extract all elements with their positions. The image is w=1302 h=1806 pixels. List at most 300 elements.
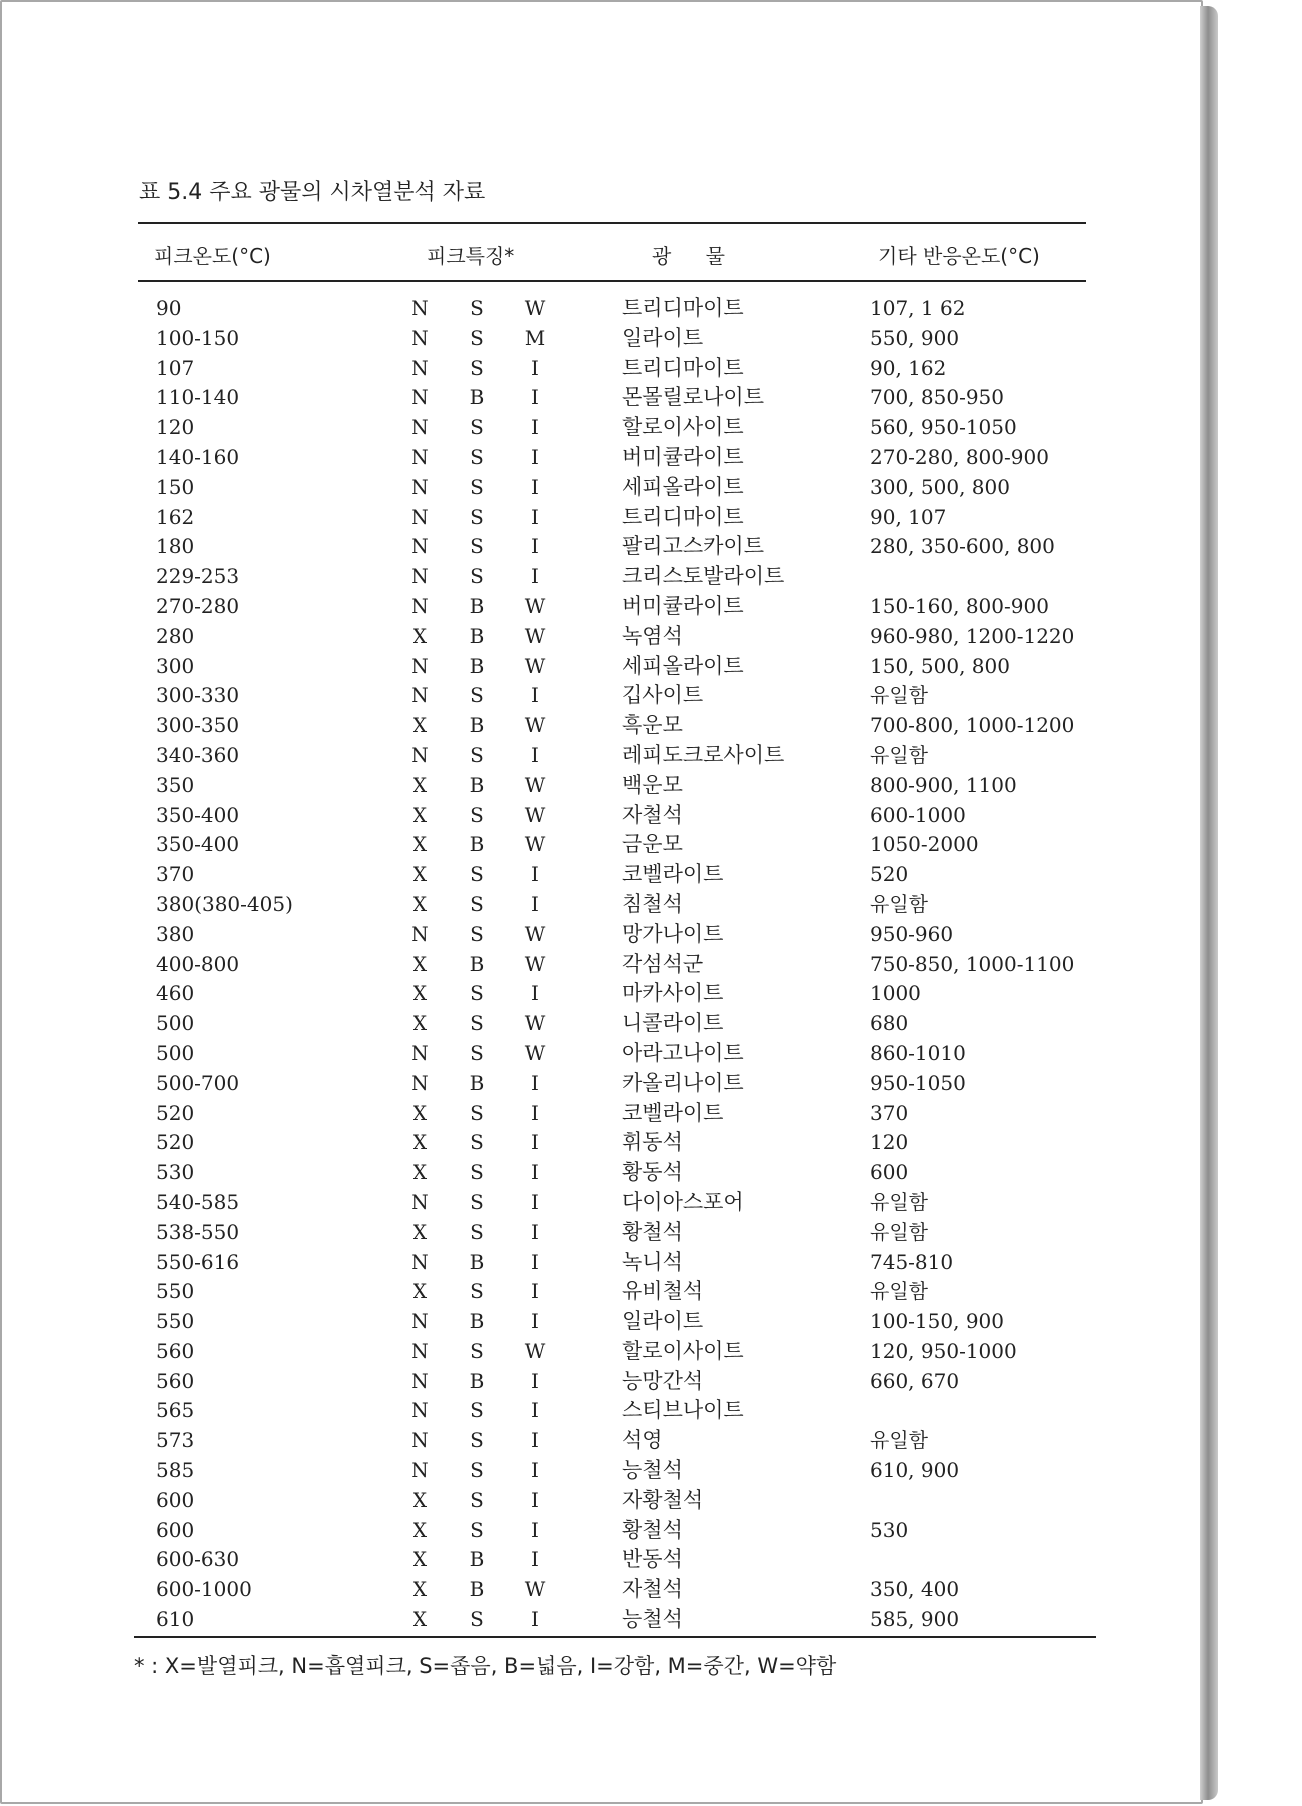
peak-type-cell: X: [412, 713, 428, 738]
mineral-cell: 황동석: [622, 1160, 683, 1185]
other-temps-cell: 1000: [870, 981, 921, 1006]
peak-intensity-cell: W: [524, 921, 546, 946]
peak-type-cell: X: [412, 1577, 428, 1602]
peak-type-cell: X: [412, 951, 428, 976]
table-row: [2, 383, 1202, 413]
peak-type-cell: X: [412, 832, 428, 857]
table-bottom-rule: [134, 1636, 1096, 1638]
table-row: [2, 1575, 1202, 1605]
peak-intensity-cell: W: [524, 832, 546, 857]
peak-type-cell: N: [411, 1398, 429, 1423]
header-mineral: 광 물: [652, 244, 739, 268]
peak-width-cell: S: [470, 296, 484, 320]
peak-intensity-cell: W: [524, 713, 546, 738]
other-temps-cell: 610, 900: [870, 1458, 960, 1483]
peak-temp-cell: 610: [156, 1607, 195, 1632]
peak-type-cell: N: [411, 593, 429, 618]
table-footnote: * : X=발열피크, N=흡열피크, S=좁음, B=넓음, I=강함, M=중간, W=약함: [134, 1654, 837, 1678]
mineral-cell: 트리디마이트: [622, 296, 744, 320]
peak-type-cell: N: [411, 415, 429, 440]
mineral-cell: 마카사이트: [622, 981, 724, 1006]
other-temps-cell: 600-1000: [870, 802, 966, 827]
mineral-cell: 트리디마이트: [622, 504, 744, 529]
peak-width-cell: B: [469, 653, 485, 678]
peak-intensity-cell: I: [531, 444, 539, 469]
table-row: [2, 473, 1202, 503]
other-temps-cell: 유일함: [870, 1279, 928, 1304]
peak-width-cell: S: [470, 1487, 484, 1512]
peak-type-cell: X: [412, 1487, 428, 1512]
peak-type-cell: X: [412, 981, 428, 1006]
mineral-cell: 녹염석: [622, 623, 683, 648]
peak-type-cell: N: [411, 355, 429, 380]
table-row: [2, 1099, 1202, 1129]
other-temps-cell: 150-160, 800-900: [870, 593, 1049, 618]
peak-temp-cell: 460: [156, 981, 195, 1006]
peak-temp-cell: 550: [156, 1279, 195, 1304]
peak-width-cell: B: [469, 1368, 485, 1393]
peak-type-cell: X: [412, 623, 428, 648]
peak-width-cell: S: [470, 1338, 484, 1363]
peak-temp-cell: 350-400: [156, 832, 240, 857]
table-row: [2, 1396, 1202, 1426]
peak-type-cell: X: [412, 1011, 428, 1036]
peak-intensity-cell: I: [531, 564, 539, 589]
peak-width-cell: S: [470, 534, 484, 559]
other-temps-cell: 700-800, 1000-1200: [870, 713, 1075, 738]
peak-temp-cell: 300-330: [156, 683, 240, 708]
mineral-cell: 카올리나이트: [622, 1070, 744, 1095]
table-row: [2, 1605, 1202, 1635]
peak-type-cell: X: [412, 1607, 428, 1632]
peak-intensity-cell: I: [531, 1368, 539, 1393]
mineral-cell: 팔리고스카이트: [622, 534, 765, 559]
other-temps-cell: 800-900, 1100: [870, 772, 1017, 797]
peak-width-cell: S: [470, 1458, 484, 1483]
header-other-temps: 기타 반응온도(°C): [878, 244, 1040, 268]
peak-intensity-cell: I: [531, 742, 539, 767]
table-row: [2, 294, 1202, 324]
table-row: [2, 1426, 1202, 1456]
peak-intensity-cell: W: [524, 1040, 546, 1065]
mineral-cell: 레피도크로사이트: [622, 742, 785, 767]
other-temps-cell: 120, 950-1000: [870, 1338, 1017, 1363]
other-temps-cell: 유일함: [870, 1219, 928, 1244]
peak-type-cell: X: [412, 772, 428, 797]
table-caption: 표 5.4 주요 광물의 시차열분석 자료: [139, 180, 486, 205]
peak-type-cell: N: [411, 1189, 429, 1214]
peak-width-cell: S: [470, 1279, 484, 1304]
peak-width-cell: S: [470, 1160, 484, 1185]
table-row: [2, 1367, 1202, 1397]
peak-temp-cell: 600-630: [156, 1547, 240, 1572]
peak-temp-cell: 90: [156, 296, 182, 320]
mineral-cell: 자철석: [622, 802, 683, 827]
peak-temp-cell: 520: [156, 1100, 195, 1125]
table-row: [2, 652, 1202, 682]
table-row: [2, 771, 1202, 801]
other-temps-cell: 유일함: [870, 683, 928, 708]
peak-width-cell: S: [470, 921, 484, 946]
peak-type-cell: N: [411, 385, 429, 410]
peak-temp-cell: 380(380-405): [156, 891, 293, 916]
peak-width-cell: S: [470, 504, 484, 529]
mineral-cell: 할로이사이트: [622, 415, 744, 440]
peak-intensity-cell: I: [531, 355, 539, 380]
peak-intensity-cell: W: [524, 1338, 546, 1363]
table-row: [2, 1218, 1202, 1248]
peak-intensity-cell: I: [531, 981, 539, 1006]
peak-intensity-cell: W: [524, 1011, 546, 1036]
peak-type-cell: N: [411, 564, 429, 589]
table-row: [2, 562, 1202, 592]
mineral-cell: 능망간석: [622, 1368, 704, 1393]
table-row: [2, 681, 1202, 711]
mineral-cell: 휘동석: [622, 1130, 683, 1155]
peak-width-cell: B: [469, 1070, 485, 1095]
peak-width-cell: S: [470, 1517, 484, 1542]
peak-intensity-cell: I: [531, 1070, 539, 1095]
peak-temp-cell: 120: [156, 415, 195, 440]
other-temps-cell: 745-810: [870, 1249, 954, 1274]
table-row: [2, 622, 1202, 652]
mineral-cell: 크리스토발라이트: [622, 564, 785, 589]
peak-temp-cell: 540-585: [156, 1189, 240, 1214]
peak-intensity-cell: I: [531, 1487, 539, 1512]
peak-width-cell: B: [469, 1309, 485, 1334]
peak-type-cell: X: [412, 1517, 428, 1542]
peak-width-cell: S: [470, 683, 484, 708]
mineral-cell: 침철석: [622, 891, 683, 916]
table-row: [2, 592, 1202, 622]
peak-width-cell: S: [470, 1219, 484, 1244]
mineral-cell: 버미큘라이트: [622, 444, 744, 469]
table-row: [2, 503, 1202, 533]
mineral-cell: 깁사이트: [622, 683, 704, 708]
header-peak-feature: 피크특징*: [427, 244, 515, 268]
table-row: [2, 1277, 1202, 1307]
peak-intensity-cell: I: [531, 1100, 539, 1125]
peak-temp-cell: 340-360: [156, 742, 240, 767]
peak-type-cell: N: [411, 1249, 429, 1274]
table-body: [2, 294, 1202, 1635]
peak-width-cell: S: [470, 564, 484, 589]
mineral-cell: 스티브나이트: [622, 1398, 744, 1423]
peak-width-cell: S: [470, 981, 484, 1006]
peak-intensity-cell: I: [531, 504, 539, 529]
mineral-cell: 황철석: [622, 1219, 683, 1244]
peak-temp-cell: 585: [156, 1458, 195, 1483]
mineral-cell: 버미큘라이트: [622, 593, 744, 618]
peak-intensity-cell: I: [531, 1219, 539, 1244]
mineral-cell: 망가나이트: [622, 921, 724, 946]
peak-temp-cell: 350-400: [156, 802, 240, 827]
peak-intensity-cell: I: [531, 534, 539, 559]
peak-width-cell: B: [469, 385, 485, 410]
peak-type-cell: X: [412, 802, 428, 827]
peak-type-cell: N: [411, 921, 429, 946]
table-row: [2, 1486, 1202, 1516]
peak-temp-cell: 550-616: [156, 1249, 240, 1274]
mineral-cell: 일라이트: [622, 325, 704, 350]
peak-type-cell: N: [411, 325, 429, 350]
other-temps-cell: 660, 670: [870, 1368, 960, 1393]
table-row: [2, 1456, 1202, 1486]
mineral-cell: 금운모: [622, 832, 683, 857]
other-temps-cell: 350, 400: [870, 1577, 960, 1602]
peak-width-cell: B: [469, 1547, 485, 1572]
peak-width-cell: S: [470, 1428, 484, 1453]
mineral-cell: 자황철석: [622, 1487, 704, 1512]
other-temps-cell: 960-980, 1200-1220: [870, 623, 1075, 648]
peak-type-cell: X: [412, 1130, 428, 1155]
table-row: [2, 413, 1202, 443]
mineral-cell: 할로이사이트: [622, 1338, 744, 1363]
peak-intensity-cell: W: [524, 772, 546, 797]
peak-intensity-cell: I: [531, 1458, 539, 1483]
peak-type-cell: X: [412, 1160, 428, 1185]
other-temps-cell: 950-1050: [870, 1070, 966, 1095]
mineral-cell: 세피올라이트: [622, 653, 744, 678]
mineral-cell: 다이아스포어: [622, 1189, 744, 1214]
mineral-cell: 황철석: [622, 1517, 683, 1542]
peak-type-cell: N: [411, 1309, 429, 1334]
other-temps-cell: 600: [870, 1160, 909, 1185]
other-temps-cell: 860-1010: [870, 1040, 966, 1065]
peak-temp-cell: 500: [156, 1011, 195, 1036]
peak-width-cell: S: [470, 1189, 484, 1214]
peak-width-cell: B: [469, 623, 485, 648]
peak-type-cell: N: [411, 534, 429, 559]
peak-temp-cell: 560: [156, 1338, 195, 1363]
mineral-cell: 백운모: [622, 772, 683, 797]
other-temps-cell: 520: [870, 862, 909, 887]
other-temps-cell: 550, 900: [870, 325, 960, 350]
peak-temp-cell: 100-150: [156, 325, 240, 350]
mineral-cell: 각섬석군: [622, 951, 704, 976]
other-temps-cell: 680: [870, 1011, 909, 1036]
other-temps-cell: 1050-2000: [870, 832, 979, 857]
other-temps-cell: 120: [870, 1130, 909, 1155]
peak-intensity-cell: W: [524, 951, 546, 976]
peak-type-cell: X: [412, 1100, 428, 1125]
peak-temp-cell: 162: [156, 504, 195, 529]
table-row: [2, 532, 1202, 562]
table-row: [2, 1069, 1202, 1099]
other-temps-cell: 유일함: [870, 1428, 928, 1453]
peak-width-cell: S: [470, 1040, 484, 1065]
peak-temp-cell: 573: [156, 1428, 195, 1453]
peak-intensity-cell: I: [531, 1279, 539, 1304]
mineral-cell: 세피올라이트: [622, 474, 744, 499]
peak-type-cell: X: [412, 862, 428, 887]
peak-width-cell: S: [470, 1130, 484, 1155]
peak-type-cell: N: [411, 444, 429, 469]
peak-temp-cell: 560: [156, 1368, 195, 1393]
peak-temp-cell: 520: [156, 1130, 195, 1155]
peak-type-cell: N: [411, 474, 429, 499]
other-temps-cell: 950-960: [870, 921, 954, 946]
mineral-cell: 자철석: [622, 1577, 683, 1602]
peak-temp-cell: 270-280: [156, 593, 240, 618]
table-row: [2, 1128, 1202, 1158]
peak-width-cell: S: [470, 474, 484, 499]
table-row: [2, 711, 1202, 741]
peak-width-cell: S: [470, 1011, 484, 1036]
peak-temp-cell: 300: [156, 653, 195, 678]
peak-temp-cell: 350: [156, 772, 195, 797]
other-temps-cell: 750-850, 1000-1100: [870, 951, 1075, 976]
peak-width-cell: S: [470, 891, 484, 916]
mineral-cell: 아라고나이트: [622, 1040, 744, 1065]
other-temps-cell: 585, 900: [870, 1607, 960, 1632]
peak-type-cell: X: [412, 1279, 428, 1304]
peak-type-cell: N: [411, 1428, 429, 1453]
peak-intensity-cell: I: [531, 1547, 539, 1572]
peak-width-cell: S: [470, 742, 484, 767]
other-temps-cell: 유일함: [870, 1189, 928, 1214]
peak-intensity-cell: I: [531, 1249, 539, 1274]
peak-temp-cell: 280: [156, 623, 195, 648]
peak-type-cell: X: [412, 1547, 428, 1572]
peak-intensity-cell: I: [531, 1428, 539, 1453]
table-row: [2, 950, 1202, 980]
mineral-cell: 코벨라이트: [622, 1100, 724, 1125]
mineral-cell: 일라이트: [622, 1309, 704, 1334]
mineral-cell: 니콜라이트: [622, 1011, 724, 1036]
other-temps-cell: 530: [870, 1517, 909, 1542]
mineral-cell: 석영: [622, 1428, 663, 1453]
peak-intensity-cell: W: [524, 623, 546, 648]
other-temps-cell: 90, 162: [870, 355, 947, 380]
peak-temp-cell: 538-550: [156, 1219, 240, 1244]
peak-temp-cell: 107: [156, 355, 195, 380]
peak-intensity-cell: W: [524, 593, 546, 618]
table-top-rule: [138, 222, 1086, 224]
peak-intensity-cell: I: [531, 474, 539, 499]
peak-width-cell: S: [470, 802, 484, 827]
mineral-cell: 흑운모: [622, 713, 683, 738]
peak-temp-cell: 370: [156, 862, 195, 887]
peak-intensity-cell: M: [524, 325, 546, 350]
peak-type-cell: N: [411, 504, 429, 529]
table-row: [2, 1248, 1202, 1278]
peak-width-cell: S: [470, 415, 484, 440]
table-row: [2, 920, 1202, 950]
peak-intensity-cell: I: [531, 415, 539, 440]
other-temps-cell: 유일함: [870, 891, 928, 916]
table-row: [2, 801, 1202, 831]
peak-temp-cell: 150: [156, 474, 195, 499]
peak-intensity-cell: W: [524, 802, 546, 827]
peak-temp-cell: 380: [156, 921, 195, 946]
peak-intensity-cell: I: [531, 1607, 539, 1632]
peak-intensity-cell: W: [524, 1577, 546, 1602]
peak-intensity-cell: I: [531, 1189, 539, 1214]
peak-width-cell: B: [469, 1577, 485, 1602]
other-temps-cell: 150, 500, 800: [870, 653, 1010, 678]
mineral-cell: 능철석: [622, 1458, 683, 1483]
peak-type-cell: N: [411, 296, 429, 320]
peak-width-cell: S: [470, 1398, 484, 1423]
peak-temp-cell: 550: [156, 1309, 195, 1334]
table-row: [2, 354, 1202, 384]
table-row: [2, 1188, 1202, 1218]
peak-intensity-cell: I: [531, 862, 539, 887]
peak-width-cell: B: [469, 593, 485, 618]
peak-width-cell: B: [469, 1249, 485, 1274]
peak-intensity-cell: W: [524, 296, 546, 320]
mineral-cell: 유비철석: [622, 1279, 704, 1304]
peak-type-cell: N: [411, 683, 429, 708]
peak-width-cell: B: [469, 772, 485, 797]
peak-type-cell: N: [411, 1338, 429, 1363]
peak-temp-cell: 600-1000: [156, 1577, 252, 1602]
other-temps-cell: 370: [870, 1100, 909, 1125]
peak-temp-cell: 500-700: [156, 1070, 240, 1095]
peak-type-cell: N: [411, 742, 429, 767]
peak-temp-cell: 600: [156, 1487, 195, 1512]
peak-width-cell: B: [469, 951, 485, 976]
other-temps-cell: 700, 850-950: [870, 385, 1004, 410]
table-row: [2, 1545, 1202, 1575]
peak-width-cell: S: [470, 1100, 484, 1125]
header-peak-temp: 피크온도(°C): [154, 244, 271, 268]
table-row: [2, 443, 1202, 473]
peak-type-cell: N: [411, 653, 429, 678]
peak-temp-cell: 600: [156, 1517, 195, 1542]
peak-intensity-cell: I: [531, 683, 539, 708]
peak-width-cell: S: [470, 862, 484, 887]
peak-type-cell: N: [411, 1368, 429, 1393]
table-row: [2, 1516, 1202, 1546]
peak-temp-cell: 500: [156, 1040, 195, 1065]
peak-temp-cell: 229-253: [156, 564, 240, 589]
other-temps-cell: 300, 500, 800: [870, 474, 1010, 499]
peak-type-cell: N: [411, 1458, 429, 1483]
peak-temp-cell: 300-350: [156, 713, 240, 738]
peak-width-cell: B: [469, 832, 485, 857]
peak-width-cell: S: [470, 444, 484, 469]
other-temps-cell: 107, 1 62: [870, 296, 966, 320]
table-row: [2, 741, 1202, 771]
mineral-cell: 코벨라이트: [622, 862, 724, 887]
mineral-cell: 반동석: [622, 1547, 683, 1572]
table-row: [2, 890, 1202, 920]
peak-intensity-cell: W: [524, 653, 546, 678]
mineral-cell: 녹니석: [622, 1249, 683, 1274]
peak-width-cell: S: [470, 1607, 484, 1632]
other-temps-cell: 90, 107: [870, 504, 947, 529]
peak-type-cell: X: [412, 1219, 428, 1244]
table-row: [2, 1158, 1202, 1188]
peak-intensity-cell: I: [531, 891, 539, 916]
peak-width-cell: S: [470, 355, 484, 380]
peak-temp-cell: 565: [156, 1398, 195, 1423]
peak-type-cell: N: [411, 1070, 429, 1095]
table-header-rule: [138, 280, 1086, 282]
table-row: [2, 1307, 1202, 1337]
peak-temp-cell: 530: [156, 1160, 195, 1185]
table-row: [2, 1337, 1202, 1367]
peak-intensity-cell: I: [531, 1130, 539, 1155]
other-temps-cell: 100-150, 900: [870, 1309, 1004, 1334]
other-temps-cell: 270-280, 800-900: [870, 444, 1049, 469]
peak-width-cell: S: [470, 325, 484, 350]
mineral-cell: 트리디마이트: [622, 355, 744, 380]
peak-type-cell: X: [412, 891, 428, 916]
table-row: [2, 830, 1202, 860]
